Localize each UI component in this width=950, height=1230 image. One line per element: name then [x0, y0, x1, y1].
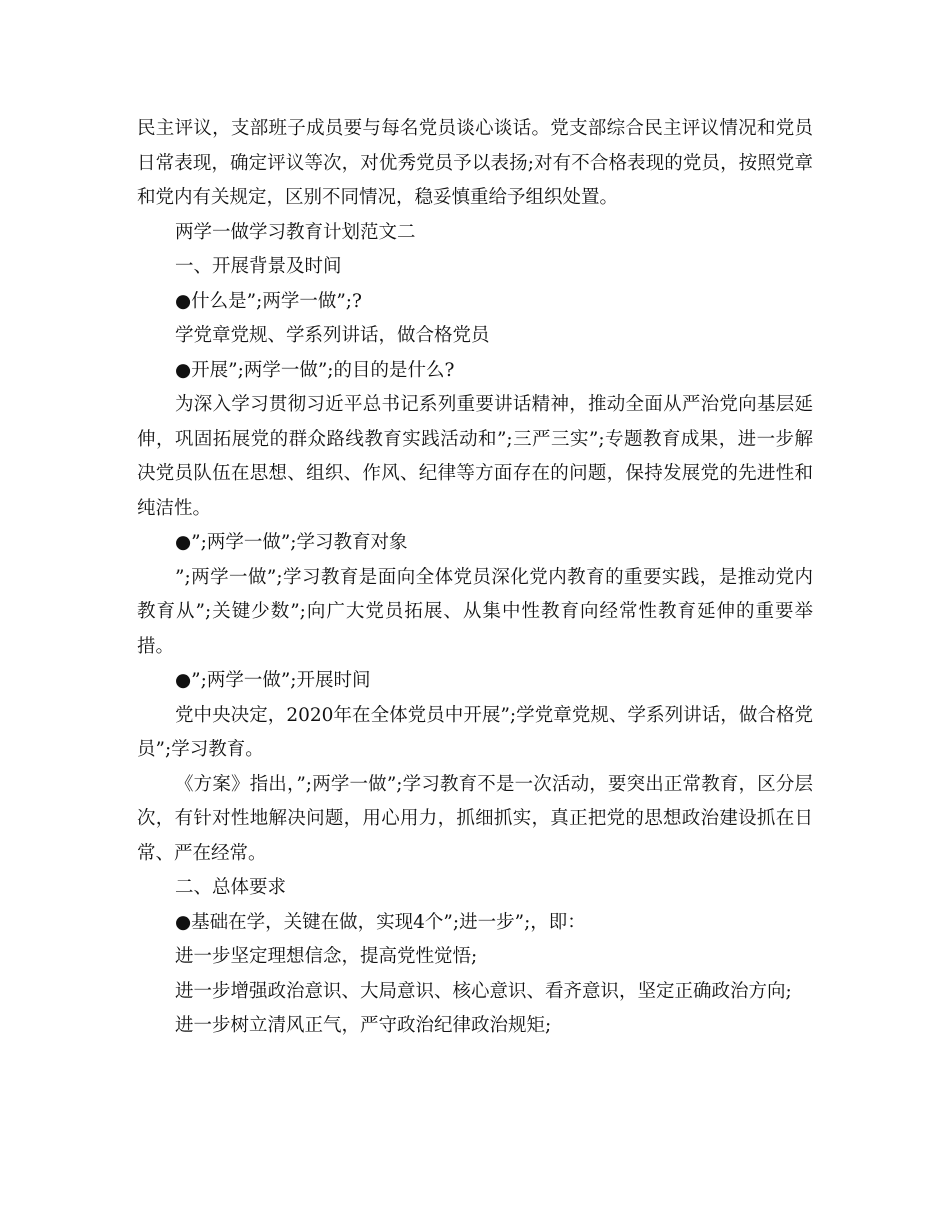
heading-background-time: 一、开展背景及时间 [175, 256, 342, 277]
section-title: 两学一做学习教育计划范文二 [175, 221, 416, 243]
list-item-2: 进一步增强政治意识、大局意识、核心意识、看齐意识，坚定正确政治方向; [175, 980, 792, 1002]
bullet-purpose: ●开展”;两学一做”;的目的是什么? [175, 359, 455, 381]
bullet-foundation: ●基础在学，关键在做，实现4个”;进一步”;，即： [175, 911, 586, 933]
paragraph-plan: 《方案》指出，”;两学一做”;学习教育不是一次活动，要突出正常教育，区分层次，有针对性地解决问题，用心用力，抓细抓实，真正把党的思想政治建设抓在日常、严在经常。 [137, 773, 813, 864]
paragraph-audience: ”;两学一做”;学习教育是面向全体党员深化党内教育的重要实践，是推动党内教育从”;关键少数”;向广大党员拓展、从集中性教育向经常性教育延伸的重要举措。 [137, 566, 813, 657]
heading-requirements: 二、总体要求 [175, 877, 287, 898]
bullet-schedule: ●”;两学一做”;开展时间 [175, 670, 371, 691]
bullet-what-is: ●什么是”;两学一做”;? [175, 290, 362, 312]
paragraph-1: 民主评议，支部班子成员要与每名党员谈心谈话。党支部综合民主评议情况和党员日常表现，确定评议等次，对优秀党员予以表扬;对有不合格表现的党员，按照党章和党内有关规定，区别不同情况，稳妥慎重给予组织处置。 [137, 118, 813, 208]
paragraph-purpose: 为深入学习贯彻习近平总书记系列重要讲话精神，推动全面从严治党向基层延伸，巩固拓展党的群众路线教育实践活动和”;三严三实”;专题教育成果，进一步解决党员队伍在思想、组织、作风、纪律等方面存在的问题，保持发展党的先进性和纯洁性。 [137, 394, 813, 519]
list-item-3: 进一步树立清风正气，严守政治纪律政治规矩; [175, 1015, 552, 1036]
document-body [137, 112, 813, 1044]
bullet-audience: ●”;两学一做”;学习教育对象 [175, 532, 408, 553]
paragraph-definition: 学党章党规、学系列讲话，做合格党员 [175, 325, 490, 346]
list-item-1: 进一步坚定理想信念，提高党性觉悟; [175, 946, 478, 967]
paragraph-schedule: 党中央决定，2020年在全体党员中开展”;学党章党规、学系列讲话，做合格党员”;学习教育。 [137, 704, 813, 760]
